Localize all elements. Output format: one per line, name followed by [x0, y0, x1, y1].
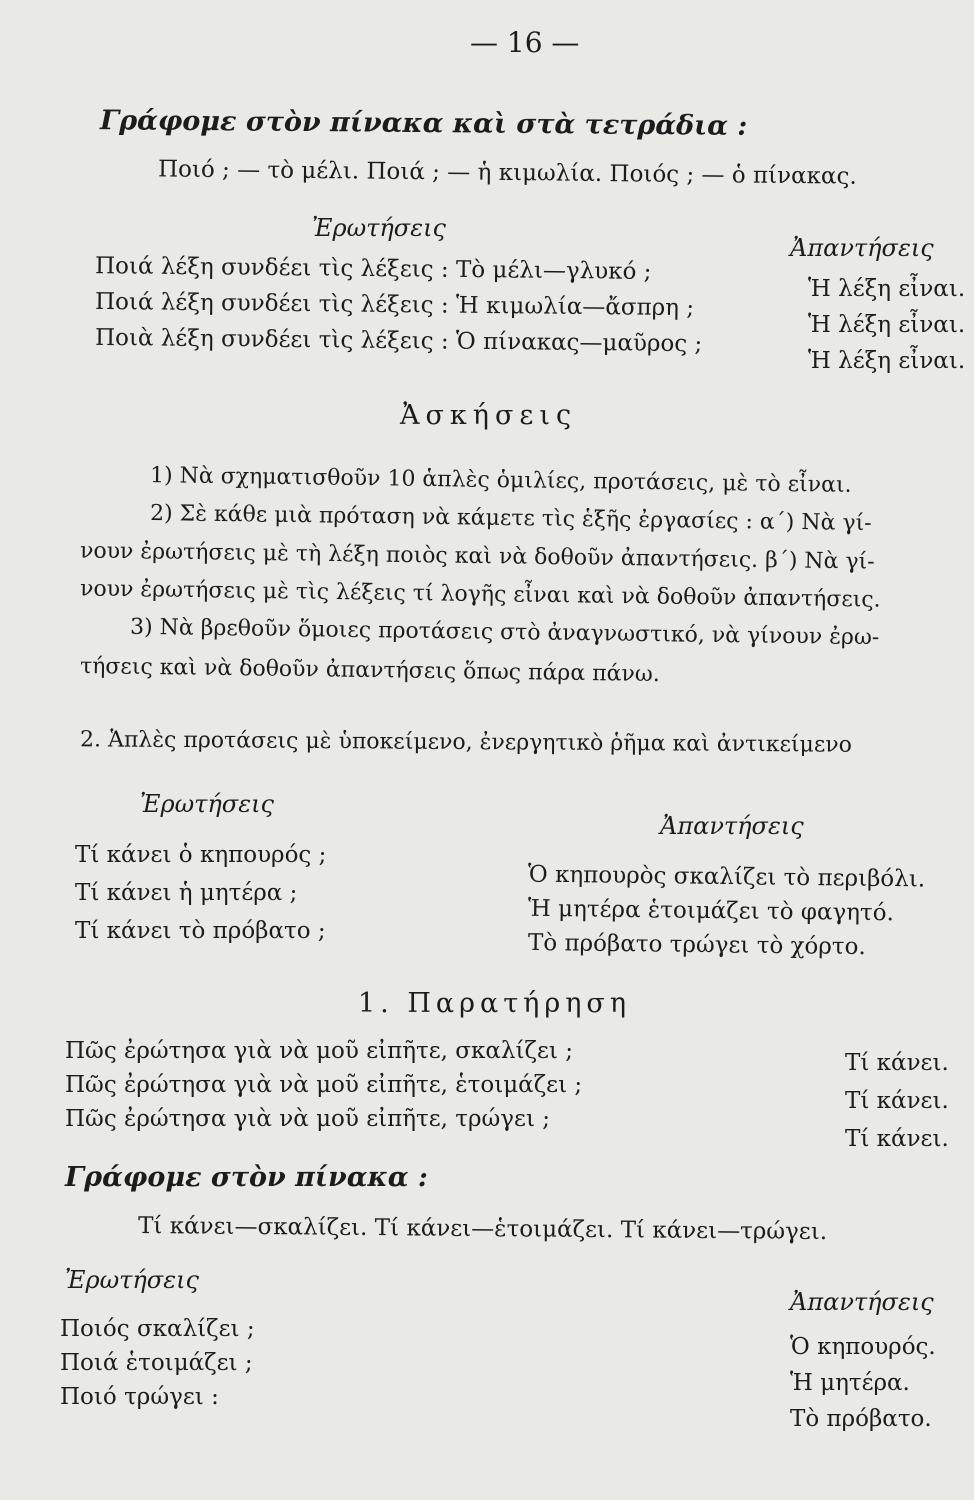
section3-question-2: Ποιά ἑτοιμάζει ; [60, 1350, 253, 1376]
section1-answers-label: Ἀπαντήσεις [790, 234, 934, 262]
section1-question-3: Ποιὰ λέξη συνδέει τὶς λέξεις : Ὁ πίνακας—μαῦρος ; [94, 324, 703, 358]
section2-questions-label: Ἐρωτήσεις [140, 790, 274, 818]
section1-question-2: Ποιά λέξη συνδέει τὶς λέξεις : Ἡ κιμωλία—ἄσπρη ; [94, 288, 695, 322]
exercise-line-2: 2) Σὲ κάθε μιὰ πρόταση νὰ κάμετε τὶς ἑξῆς ἐργασίες : α΄) Νὰ γί- [149, 500, 872, 537]
section3-question-1: Ποιός σκαλίζει ; [60, 1316, 255, 1342]
section3-answer-3: Τὸ πρόβατο. [790, 1406, 932, 1432]
section2-answer-1: Ὁ κηπουρὸς σκαλίζει τὸ περιβόλι. [527, 861, 926, 893]
section2-question-1: Τί κάνει ὁ κηπουρός ; [75, 842, 327, 868]
observation-answer-1: Τί κάνει. [845, 1050, 949, 1076]
observation-line-1: Πῶς ἐρώτησα γιὰ νὰ μοῦ εἰπῆτε, σκαλίζει ; [65, 1038, 573, 1064]
section1-question-1: Ποιά λέξη συνδέει τὶς λέξεις : Τὸ μέλι—γλυκό ; [94, 253, 652, 285]
section3-answers-label: Ἀπαντήσεις [790, 1288, 934, 1316]
section2-answer-2: Ἡ μητέρα ἑτοιμάζει τὸ φαγητό. [527, 895, 895, 927]
section2-heading: 2. Ἁπλὲς προτάσεις μὲ ὑποκείμενο, ἐνεργητικὸ ῥῆμα καὶ ἀντικείμενο [79, 727, 852, 758]
observation-line-2: Πῶς ἐρώτησα γιὰ νὰ μοῦ εἰπῆτε, ἑτοιμάζει ; [65, 1072, 583, 1098]
observation-answer-3: Τί κάνει. [845, 1126, 949, 1152]
section3-board-line: Τί κάνει—σκαλίζει. Τί κάνει—ἑτοιμάζει. Τί κάνει—τρώγει. [137, 1212, 828, 1246]
observation-line-3: Πῶς ἐρώτησα γιὰ νὰ μοῦ εἰπῆτε, τρώγει ; [65, 1106, 551, 1132]
exercise-line-4: νουν ἐρωτήσεις μὲ τὶς λέξεις τί λογῆς εἶναι καὶ νὰ δοθοῦν ἀπαντήσεις. [79, 576, 881, 613]
section2-question-2: Τί κάνει ἡ μητέρα ; [75, 880, 298, 906]
observation-answer-2: Τί κάνει. [845, 1088, 949, 1114]
section1-answer-2: Ἡ λέξη εἶναι. [808, 312, 966, 338]
section1-questions-label: Ἐρωτήσεις [312, 214, 446, 242]
section2-answers-label: Ἀπαντήσεις [660, 812, 804, 840]
observation-title: 1. Παρατήρηση [358, 988, 631, 1019]
exercises-title: Ἀσκήσεις [400, 400, 578, 431]
section3-questions-label: Ἐρωτήσεις [65, 1266, 199, 1294]
section3-answer-2: Ἡ μητέρα. [790, 1370, 910, 1396]
section3-answer-1: Ὁ κηπουρός. [790, 1334, 936, 1360]
exercise-line-3: νουν ἐρωτήσεις μὲ τὴ λέξη ποιὸς καὶ νὰ δοθοῦν ἀπαντήσεις. β΄) Νὰ γί- [79, 538, 875, 575]
exercise-line-6: τήσεις καὶ νὰ δοθοῦν ἀπαντήσεις ὅπως πάρα πάνω. [79, 653, 660, 688]
section3-heading: Γράφομε στὸν πίνακα : [65, 1162, 428, 1193]
section1-heading: Γράφομε στὸν πίνακα καὶ στὰ τετράδια : [99, 105, 748, 142]
page-number: — 16 — [470, 26, 580, 59]
section1-board-line: Ποιό ; — τὸ μέλι. Ποιά ; — ἡ κιμωλία. Ποιός ; — ὁ πίνακας. [157, 156, 857, 190]
exercise-line-1: 1) Νὰ σχηματισθοῦν 10 ἁπλὲς ὁμιλίες, προτάσεις, μὲ τὸ εἶναι. [149, 463, 852, 498]
exercise-line-5: 3) Νὰ βρεθοῦν ὅμοιες προτάσεις στὸ ἀναγνωστικό, νὰ γίνουν ἐρω- [129, 614, 880, 651]
section2-question-3: Τί κάνει τὸ πρόβατο ; [75, 918, 326, 944]
section1-answer-3: Ἡ λέξη εἶναι. [808, 348, 966, 374]
section2-answer-3: Τὸ πρόβατο τρώγει τὸ χόρτο. [527, 929, 866, 961]
section1-answer-1: Ἡ λέξη εἶναι. [808, 276, 966, 302]
section3-question-3: Ποιό τρώγει : [60, 1384, 219, 1410]
